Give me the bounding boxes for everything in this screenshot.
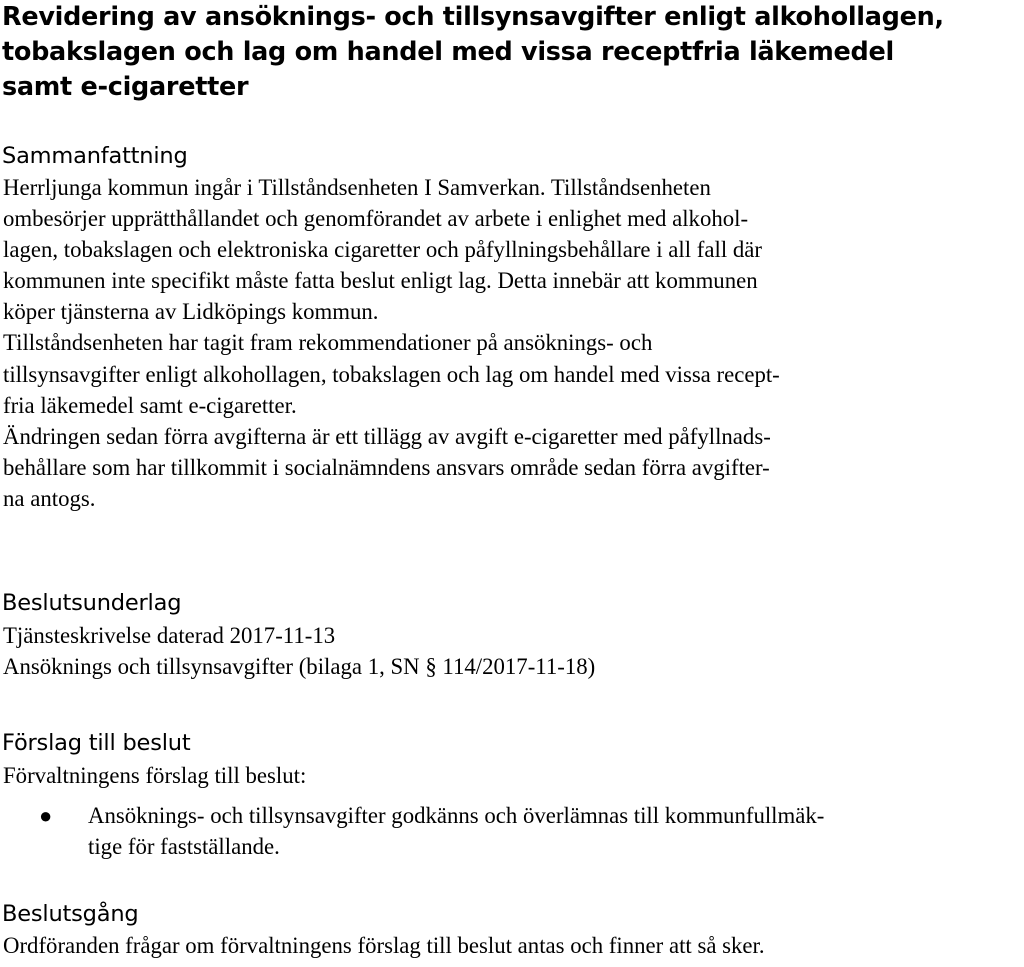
document-title	[2, 0, 1020, 105]
proposal-bullet-list	[3, 800, 1021, 862]
text-line: Ordföranden frågar om förvaltningens förslag till beslut antas och finner att så sker.	[3, 933, 765, 958]
text-line: lagen, tobakslagen och elektroniska cigaretter och påfyllningsbehållare i all fall där	[3, 237, 762, 263]
text-line: tige för fastställande.	[88, 834, 280, 860]
text-line: Ansöknings- och tillsynsavgifter godkänns och överlämnas till kommunfullmäk-	[88, 803, 825, 828]
text-line: behållare som har tillkommit i socialnämndens ansvars område sedan förra avgifter-	[3, 454, 770, 480]
title-line: Revidering av ansöknings- och tillsynsavgifter enligt alkohollagen,	[2, 2, 944, 32]
text-line: Tjänsteskrivelse daterad 2017-11-13	[3, 623, 336, 648]
proposal-heading: Förslag till beslut	[2, 730, 191, 756]
process-text	[3, 930, 1021, 961]
text-line: tillsynsavgifter enligt alkohollagen, tobakslagen och lag om handel med vissa recept-	[3, 361, 780, 387]
bullet-icon: ●	[39, 803, 53, 828]
basis-heading: Beslutsunderlag	[2, 590, 182, 616]
text-line: Tillståndsenheten har tagit fram rekommendationer på ansöknings- och	[3, 330, 653, 356]
proposal-intro	[3, 760, 1021, 791]
text-line: ombesörjer upprätthållandet och genomförandet av arbete i enlighet med alkohol-	[3, 206, 749, 232]
title-line: tobakslagen och lag om handel med vissa receptfria läkemedel	[2, 37, 894, 67]
text-line: kommunen inte specifikt måste fatta beslut enligt lag. Detta innebär att kommunen	[3, 268, 758, 294]
text-line: na antogs.	[3, 485, 96, 511]
summary-heading: Sammanfattning	[2, 143, 188, 169]
text-line: köper tjänsterna av Lidköpings kommun.	[3, 299, 379, 325]
text-line: Ansöknings och tillsynsavgifter (bilaga 1, SN § 114/2017-11-18)	[3, 654, 596, 680]
title-line: samt e-cigaretter	[2, 72, 249, 102]
process-heading: Beslutsgång	[2, 901, 139, 927]
text-line: fria läkemedel samt e-cigaretter.	[3, 392, 297, 418]
summary-text	[3, 172, 1021, 514]
text-line: Herrljunga kommun ingår i Tillståndsenheten I Samverkan. Tillståndsenheten	[3, 175, 711, 200]
text-line: Ändringen sedan förra avgifterna är ett tillägg av avgift e-cigaretter med påfyllnads-	[3, 423, 771, 449]
basis-text	[3, 620, 1021, 682]
list-item	[3, 800, 1021, 862]
text-line: Förvaltningens förslag till beslut:	[3, 763, 307, 788]
